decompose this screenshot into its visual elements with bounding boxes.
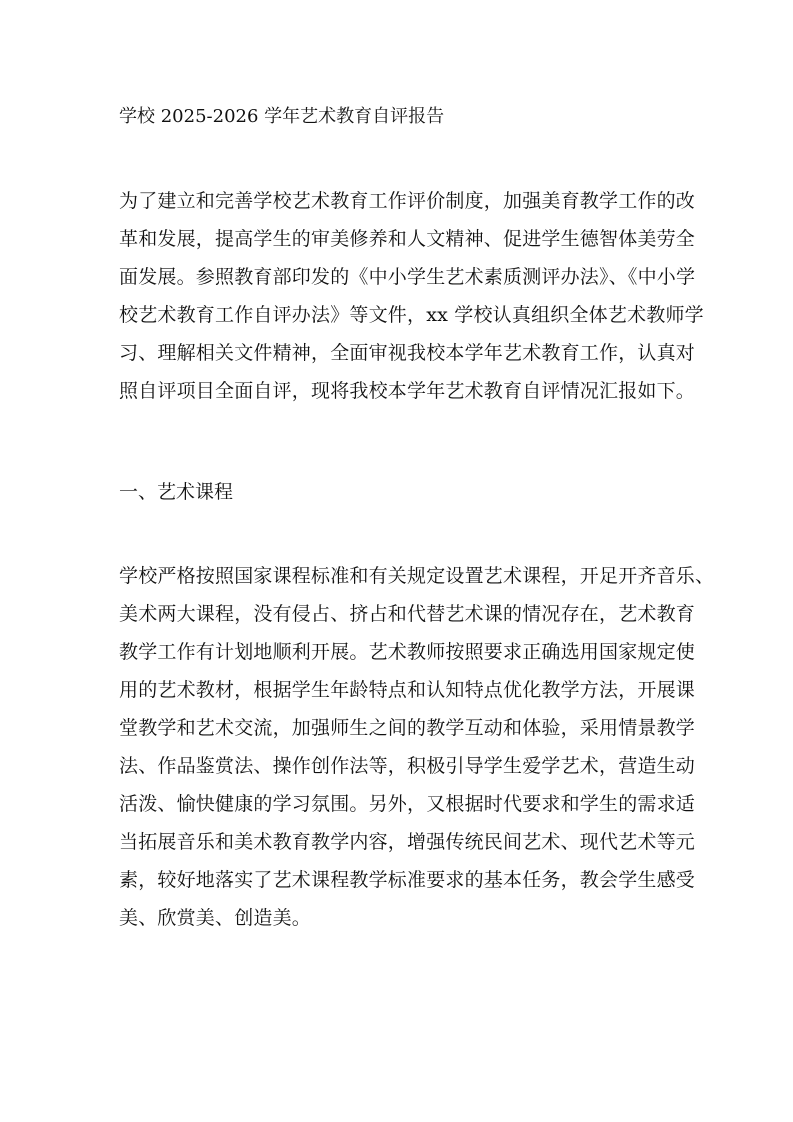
- intro-line-2: 革和发展，提高学生的审美修养和人文精神、促进学生德智体美劳全: [119, 228, 696, 250]
- intro-line-5: 习、理解相关文件精神，全面审视我校本学年艺术教育工作，认真对: [119, 342, 696, 364]
- section1-line-9: 素，较好地落实了艺术课程教学标准要求的基本任务，教会学生感受: [119, 869, 696, 891]
- intro-line-1: 为了建立和完善学校艺术教育工作评价制度，加强美育教学工作的改: [119, 190, 696, 212]
- intro-line-3: 面发展。参照教育部印发的《中小学生艺术素质测评办法》、《中小学: [119, 266, 696, 288]
- section1-line-6: 法、作品鉴赏法、操作创作法等，积极引导学生爱学艺术，营造生动: [119, 755, 696, 777]
- section1-line-10: 美、欣赏美、创造美。: [119, 907, 312, 929]
- section1-line-2: 美术两大课程，没有侵占、挤占和代替艺术课的情况存在，艺术教育: [119, 603, 696, 625]
- section1-line-1: 学校严格按照国家课程标准和有关规定设置艺术课程，开足开齐音乐、: [119, 565, 715, 587]
- intro-line-6: 照自评项目全面自评，现将我校本学年艺术教育自评情况汇报如下。: [119, 380, 696, 402]
- document-title: 学校 2025-2026 学年艺术教育自评报告: [119, 106, 445, 127]
- section1-line-7: 活泼、愉快健康的学习氛围。另外，又根据时代要求和学生的需求适: [119, 793, 696, 815]
- intro-line-4: 校艺术教育工作自评办法》等文件，xx 学校认真组织全体艺术教师学: [119, 304, 704, 326]
- section1-line-3: 教学工作有计划地顺利开展。艺术教师按照要求正确选用国家规定使: [119, 641, 696, 663]
- section-heading-art-courses: 一、艺术课程: [119, 481, 234, 503]
- section1-line-5: 堂教学和艺术交流，加强师生之间的教学互动和体验，采用情景教学: [119, 717, 696, 739]
- section1-line-4: 用的艺术教材，根据学生年龄特点和认知特点优化教学方法，开展课: [119, 679, 696, 701]
- section1-line-8: 当拓展音乐和美术教育教学内容，增强传统民间艺术、现代艺术等元: [119, 831, 696, 853]
